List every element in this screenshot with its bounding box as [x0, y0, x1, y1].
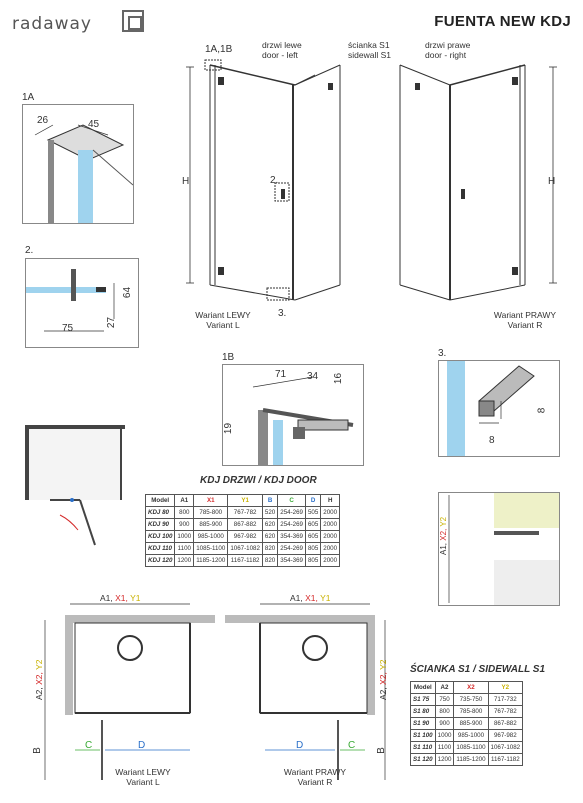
door_table-cell: 605: [305, 519, 320, 531]
sidewall_table-cell: S1 120: [411, 754, 436, 766]
sidewall_table-row: [411, 718, 523, 730]
sidewall_table-cell: 900: [435, 718, 454, 730]
door_table-cell: 254-269: [278, 543, 306, 555]
sidewall_table-header-cell: Y2: [488, 682, 523, 694]
sidewall_table-cell: 1200: [435, 754, 454, 766]
door_table-cell: 2000: [321, 507, 340, 519]
door_table-cell: 867-882: [228, 519, 263, 531]
sidewall-table: [410, 681, 523, 766]
plan-left-side-a2: A2,: [34, 687, 44, 700]
sidewall_table-row: [411, 694, 523, 706]
sidewall_table-cell: 750: [435, 694, 454, 706]
door-table: [145, 494, 340, 567]
door_table-header-cell: X1: [194, 495, 228, 507]
plan-left-drawing: [30, 600, 220, 785]
sidewall_table-cell: 1167-1182: [488, 754, 523, 766]
sidewall_table-cell: S1 80: [411, 706, 436, 718]
variant-left-label-pl: Wariant LEWY: [195, 310, 251, 320]
door-right-label-en: door - right: [425, 50, 467, 60]
elev-x2-label: X2,: [439, 528, 448, 541]
plan-right-top-y1: Y1: [320, 593, 331, 603]
plan-right-side-x2: X2,: [378, 672, 388, 685]
plan-right-variant-en: Variant R: [297, 777, 333, 787]
detail-1a-box: [22, 104, 134, 224]
variant-right-label-pl: Wariant PRAWY: [493, 310, 557, 320]
door_table-cell: 1185-1200: [194, 555, 228, 567]
detail-1a-label: 1A: [22, 92, 35, 103]
door_table-row: [146, 531, 340, 543]
sidewall_table-header-cell: A2: [435, 682, 454, 694]
door_table-row: [146, 507, 340, 519]
plan-right-c: C: [348, 740, 356, 751]
marker-3: 3.: [278, 308, 287, 319]
variant-right-label-en: Variant R: [507, 320, 543, 330]
sidewall_table-cell: 1067-1082: [488, 742, 523, 754]
plan-left-d: D: [138, 740, 146, 751]
plan-right-drawing: [220, 600, 400, 785]
door-swing-diagram: [20, 420, 130, 550]
plan-right-side-a2: A2,: [378, 687, 388, 700]
door_table-cell: 620: [262, 519, 277, 531]
sidewall_table-cell: 800: [435, 706, 454, 718]
door_table-row: [146, 543, 340, 555]
detail-2-dim-64: 64: [122, 286, 134, 299]
detail-1b-dim-71: 71: [275, 369, 287, 380]
height-label-left: H: [182, 176, 190, 187]
sidewall_table-header-cell: Model: [411, 682, 436, 694]
door_table-cell: 820: [262, 543, 277, 555]
sidewall_table-row: [411, 754, 523, 766]
detail-3-dim-width: 8: [489, 435, 495, 446]
door_table-cell: KDJ 110: [146, 543, 175, 555]
marker-1a-1b: 1A,1B: [205, 44, 233, 55]
door_table-cell: 967-982: [228, 531, 263, 543]
sidewall_table-cell: 767-782: [488, 706, 523, 718]
variant-right-drawing: [385, 55, 565, 305]
detail-1a-dim-45: 45: [88, 119, 100, 130]
door_table-cell: 805: [305, 555, 320, 567]
sidewall_table-cell: 785-800: [454, 706, 488, 718]
sidewall_table-cell: 1100: [435, 742, 454, 754]
sidewall_table-row: [411, 730, 523, 742]
elev-y2-label: Y2: [439, 516, 448, 527]
detail-1b-box: [222, 364, 364, 466]
door_table-cell: 885-900: [194, 519, 228, 531]
door_table-cell: 620: [262, 531, 277, 543]
door_table-cell: 254-269: [278, 507, 306, 519]
door_table-cell: 805: [305, 543, 320, 555]
plan-left-top-a1: A1,: [100, 593, 113, 603]
detail-2-label: 2.: [25, 245, 34, 256]
door_table-cell: 520: [262, 507, 277, 519]
door_table-cell: 354-369: [278, 555, 306, 567]
detail-1b-dim-19: 19: [223, 422, 235, 435]
brand-logo-text: radaway: [12, 14, 92, 34]
door-table-title: KDJ DRZWI / KDJ DOOR: [200, 475, 317, 486]
door_table-cell: KDJ 80: [146, 507, 175, 519]
door_table-cell: 1067-1082: [228, 543, 263, 555]
page-title: FUENTA NEW KDJ: [434, 13, 571, 30]
detail-2-dim-27: 27: [106, 316, 118, 329]
door_table-cell: 985-1000: [194, 531, 228, 543]
sidewall_table-cell: 1085-1100: [454, 742, 488, 754]
side-elevation-box: [438, 492, 560, 606]
plan-left-variant-en: Variant L: [126, 777, 160, 787]
elev-a1-label: A1,: [439, 542, 448, 555]
sidewall_table-cell: 717-732: [488, 694, 523, 706]
sidewall_table-cell: 1000: [435, 730, 454, 742]
sidewall_table-cell: S1 90: [411, 718, 436, 730]
door_table-cell: KDJ 90: [146, 519, 175, 531]
plan-left-b: B: [31, 747, 43, 754]
sidewall_table-cell: 735-750: [454, 694, 488, 706]
plan-right-d: D: [296, 740, 304, 751]
door_table-header-cell: H: [321, 495, 340, 507]
sidewall_table-cell: S1 75: [411, 694, 436, 706]
door_table-cell: 605: [305, 531, 320, 543]
marker-2: 2.: [270, 175, 279, 186]
door_table-cell: KDJ 120: [146, 555, 175, 567]
sidewall_table-cell: 985-1000: [454, 730, 488, 742]
sidewall-label-pl: ścianka S1: [348, 40, 390, 50]
sidewall_table-cell: 967-982: [488, 730, 523, 742]
door_table-cell: 1000: [175, 531, 194, 543]
door_table-header-cell: B: [262, 495, 277, 507]
detail-3-dim-height: 8: [536, 407, 548, 414]
door-left-label-pl: drzwi lewe: [262, 40, 302, 50]
plan-left-top-x1: X1,: [115, 593, 128, 603]
brand-logo-icon: [122, 10, 144, 32]
sidewall_table-cell: S1 100: [411, 730, 436, 742]
door_table-header-cell: A1: [175, 495, 194, 507]
door-left-label-en: door - left: [262, 50, 298, 60]
detail-2-box: [25, 258, 139, 348]
door_table-cell: 254-269: [278, 519, 306, 531]
detail-1b-dim-34: 34: [307, 371, 319, 382]
door_table-row: [146, 555, 340, 567]
detail-2-dim-75: 75: [62, 323, 74, 334]
plan-right-b: B: [375, 747, 387, 754]
plan-left-variant-pl: Wariant LEWY: [115, 767, 171, 777]
plan-right-side-y2: Y2: [378, 659, 388, 670]
door_table-cell: 2000: [321, 531, 340, 543]
door_table-cell: 785-800: [194, 507, 228, 519]
sidewall_table-header-cell: X2: [454, 682, 488, 694]
door_table-header-row: [146, 495, 340, 507]
sidewall_table-row: [411, 706, 523, 718]
door_table-cell: 820: [262, 555, 277, 567]
door_table-cell: 1200: [175, 555, 194, 567]
door_table-cell: KDJ 100: [146, 531, 175, 543]
door_table-cell: 1085-1100: [194, 543, 228, 555]
door_table-cell: 354-369: [278, 531, 306, 543]
plan-left-top-y1: Y1: [130, 593, 141, 603]
door_table-cell: 2000: [321, 555, 340, 567]
sidewall_table-cell: S1 110: [411, 742, 436, 754]
sidewall-label-en: sidewall S1: [348, 50, 391, 60]
height-label-right: H: [548, 176, 556, 187]
door_table-header-cell: D: [305, 495, 320, 507]
sidewall_table-cell: 885-900: [454, 718, 488, 730]
door_table-cell: 1100: [175, 543, 194, 555]
sidewall_table-cell: 1185-1200: [454, 754, 488, 766]
door_table-cell: 2000: [321, 519, 340, 531]
variant-left-label-en: Variant L: [206, 320, 240, 330]
plan-left-side-y2: Y2: [34, 659, 44, 670]
plan-left-side-x2: X2,: [34, 672, 44, 685]
door_table-cell: 2000: [321, 543, 340, 555]
variant-left-sidewall: [290, 55, 350, 305]
door_table-cell: 1167-1182: [228, 555, 263, 567]
sidewall-table-title: ŚCIANKA S1 / SIDEWALL S1: [410, 664, 546, 675]
plan-right-top-a1: A1,: [290, 593, 303, 603]
sidewall_table-header-row: [411, 682, 523, 694]
door_table-header-cell: C: [278, 495, 306, 507]
door_table-cell: 505: [305, 507, 320, 519]
sidewall_table-cell: 867-882: [488, 718, 523, 730]
sidewall_table-row: [411, 742, 523, 754]
detail-3-label: 3.: [438, 348, 447, 359]
door-right-label-pl: drzwi prawe: [425, 40, 471, 50]
detail-1b-label: 1B: [222, 352, 235, 363]
door_table-row: [146, 519, 340, 531]
detail-1b-dim-16: 16: [333, 372, 345, 385]
plan-right-variant-pl: Wariant PRAWY: [283, 767, 347, 777]
door_table-cell: 800: [175, 507, 194, 519]
detail-1a-dim-26: 26: [37, 115, 49, 126]
plan-right-top-x1: X1,: [305, 593, 318, 603]
plan-left-c: C: [85, 740, 93, 751]
door_table-header-cell: Model: [146, 495, 175, 507]
detail-3-box: [438, 360, 560, 457]
door_table-cell: 767-782: [228, 507, 263, 519]
door_table-header-cell: Y1: [228, 495, 263, 507]
door_table-cell: 900: [175, 519, 194, 531]
